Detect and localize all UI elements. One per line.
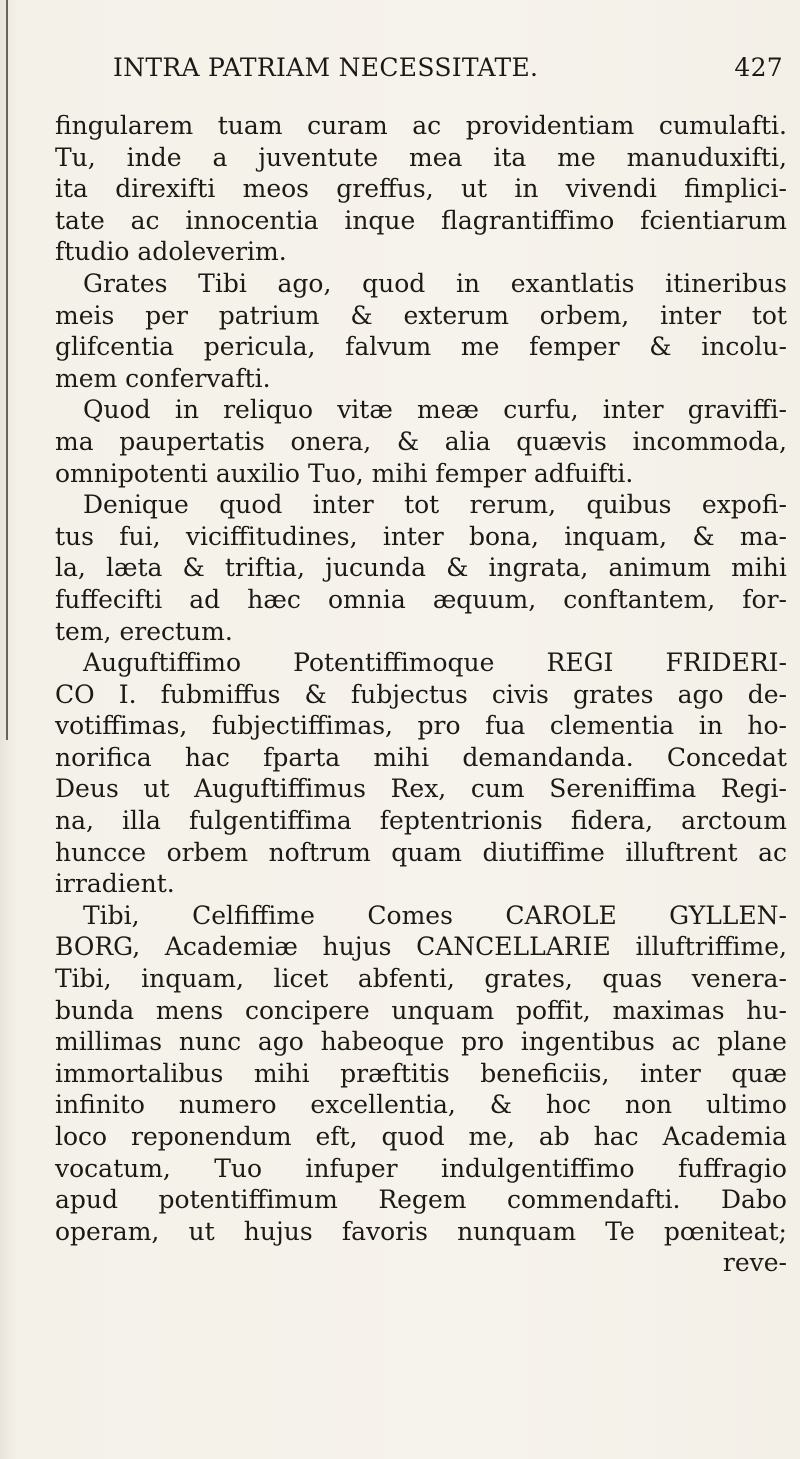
text-line: Denique quod inter tot rerum, quibus expofi- xyxy=(83,490,787,520)
page-gutter-edge xyxy=(6,0,8,740)
text-line: fingularem tuam curam ac providentiam cumulafti. xyxy=(55,111,787,140)
text-line: Auguftiffimo Potentiffimoque REGI FRIDERI- xyxy=(83,648,787,678)
text-line: meis per patrium & exterum orbem, inter tot xyxy=(55,300,787,330)
text-line: ftudio adoleverim. xyxy=(55,237,287,267)
text-line: bunda mens concipere unquam poffit, maximas hu- xyxy=(55,995,787,1025)
text-line: Tibi, inquam, licet abfenti, grates, quas venera- xyxy=(55,964,787,994)
text-line: votiffimas, fubjectiffimas, pro fua clementia in ho- xyxy=(55,711,787,741)
text-line: irradient. xyxy=(55,869,175,899)
text-line: apud potentiffimum Regem commendafti. Dabo xyxy=(55,1185,787,1215)
text-line: fuffecifti ad hæc omnia æquum, conftantem, for- xyxy=(55,584,787,614)
text-line: ma paupertatis onera, & alia quævis incommoda, xyxy=(55,426,787,456)
text-line: BORG, Academiæ hujus CANCELLARIE illuftriffime, xyxy=(55,932,787,962)
text-line: tus fui, viciffitudines, inter bona, inquam, & ma- xyxy=(55,521,787,551)
text-line: na, illa fulgentiffima feptentrionis fidera, arctoum xyxy=(55,806,787,836)
text-line: mem confervafti. xyxy=(55,363,271,393)
text-line: omnipotenti auxilio Tuo, mihi femper adfuifti. xyxy=(55,458,634,488)
text-line: millimas nunc ago habeoque pro ingentibus ac plane xyxy=(55,1027,787,1057)
body-text xyxy=(55,110,787,1279)
text-line: Tu, inde a juventute mea ita me manuduxifti, xyxy=(55,142,787,172)
running-title: INTRA PATRIAM NECESSITATE. xyxy=(113,53,539,82)
text-line: Tibi, Celfiffime Comes CAROLE GYLLEN- xyxy=(83,900,787,930)
text-line: loco reponendum eft, quod me, ab hac Academia xyxy=(55,1122,787,1151)
text-line: vocatum, Tuo infuper indulgentiffimo fuffragio xyxy=(55,1153,787,1183)
text-line: CO I. fubmiffus & fubjectus civis grates ago de- xyxy=(55,679,787,709)
catchword: reve- xyxy=(722,1248,787,1278)
page-number: 427 xyxy=(734,53,783,82)
text-line: immortalibus mihi præftitis beneficiis, inter quæ xyxy=(55,1058,787,1088)
text-line: la, læta & triftia, jucunda & ingrata, animum mihi xyxy=(55,553,787,583)
text-line: infinito numero excellentia, & hoc non ultimo xyxy=(55,1090,787,1120)
text-line: huncce orbem noftrum quam diutiffime illuftrent ac xyxy=(55,837,787,867)
text-line: norifica hac fparta mihi demandanda. Concedat xyxy=(55,742,787,772)
text-line: ita direxifti meos greffus, ut in vivendi fimplici- xyxy=(55,174,787,204)
text-line: Grates Tibi ago, quod in exantlatis itineribus xyxy=(83,268,787,298)
running-header xyxy=(113,53,783,93)
text-line: glifcentia pericula, falvum me femper & incolu- xyxy=(55,332,787,362)
text-line: tem, erectum. xyxy=(55,616,233,646)
text-line: tate ac innocentia inque flagrantiffimo fcientiarum xyxy=(55,205,787,235)
text-line: Deus ut Auguftiffimus Rex, cum Sereniffima Regi- xyxy=(55,774,787,804)
text-line: operam, ut hujus favoris nunquam Te pœniteat; xyxy=(55,1216,787,1246)
text-line: Quod in reliquo vitæ meæ curfu, inter graviffi- xyxy=(83,395,787,425)
